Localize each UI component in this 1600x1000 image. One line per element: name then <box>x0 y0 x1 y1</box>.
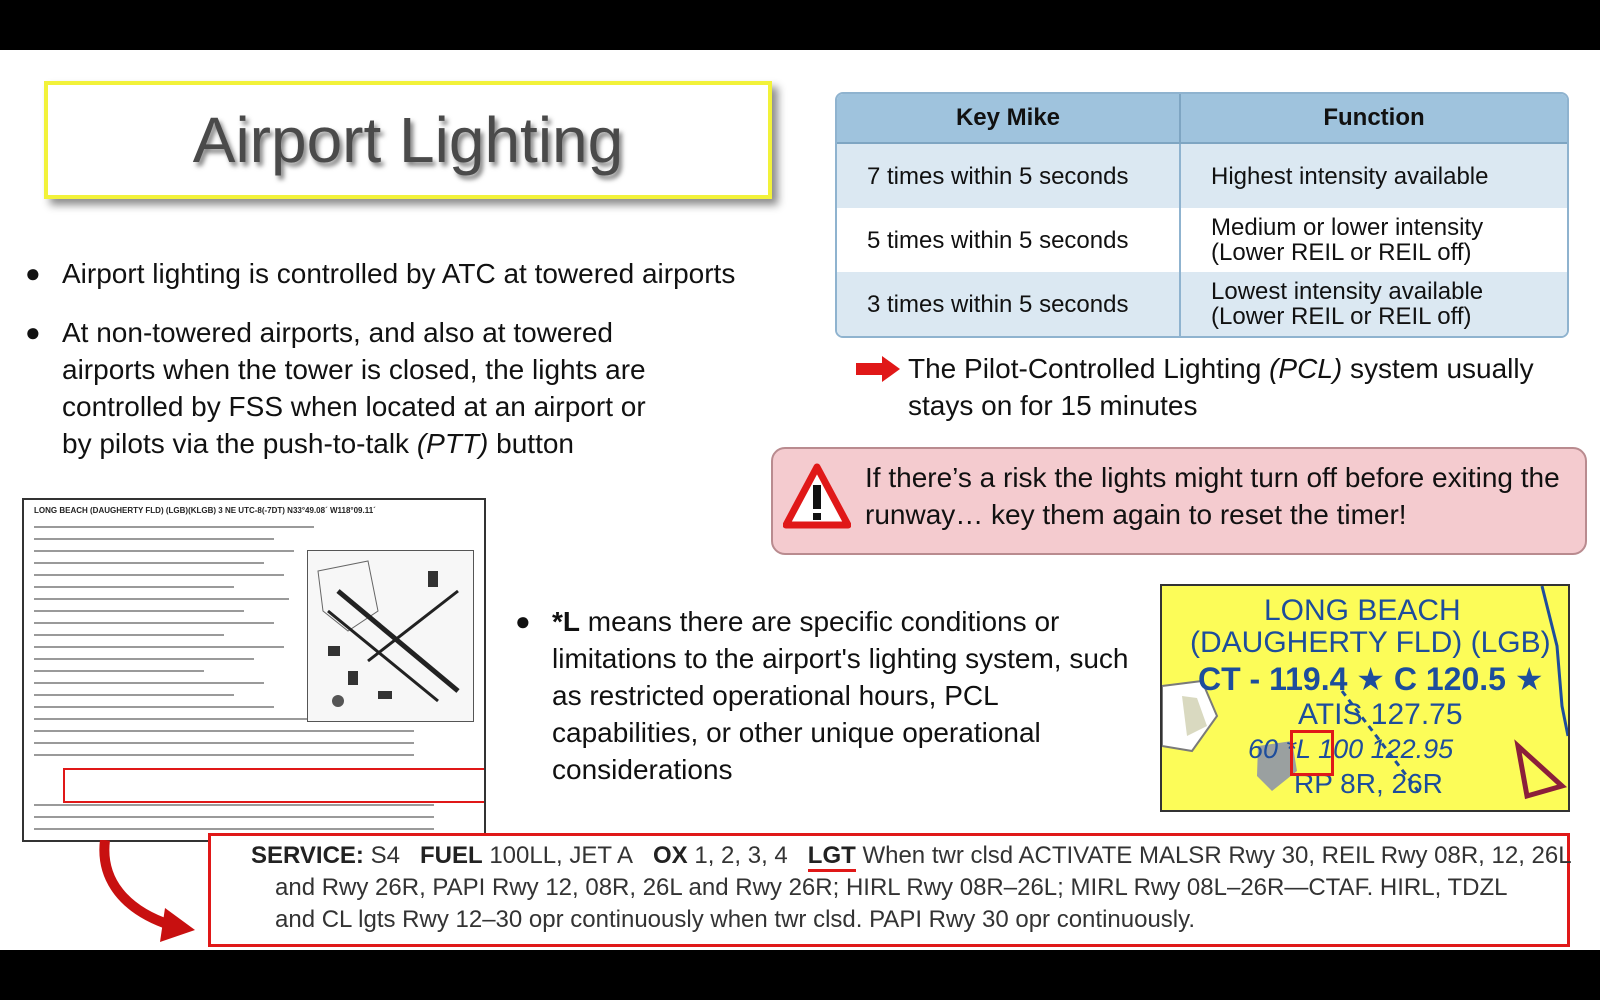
afd-text-line <box>34 574 284 576</box>
afd-service-highlight <box>63 768 486 803</box>
afd-text-line <box>34 598 289 600</box>
bullet-item <box>20 314 820 462</box>
afd-text-line <box>34 658 254 660</box>
l-note-bold: *L <box>552 606 580 637</box>
afd-text-line <box>34 706 274 708</box>
chart-label: RP 8R, 26R <box>1294 768 1443 799</box>
lgt-value: When twr clsd ACTIVATE MALSR Rwy 30, REIL Rwy 08R, 12, 26L <box>862 842 1572 869</box>
afd-text-line <box>34 682 264 684</box>
afd-text-line <box>34 622 274 624</box>
pcl-emph: (PCL) <box>1269 353 1343 384</box>
table-cell: 5 times within 5 seconds <box>837 208 1181 272</box>
table-cell <box>1181 272 1567 336</box>
cell-line: (Lower REIL or REIL off) <box>1211 239 1472 266</box>
afd-text-line <box>34 610 244 612</box>
table-cell: 7 times within 5 seconds <box>837 144 1181 208</box>
l-note-body: means there are specific conditions or limitations to the airport's lighting system, such as restricted operational hours, PCL capabilities, or other unique operational considerations <box>552 606 1129 785</box>
afd-header: LONG BEACH (DAUGHERTY FLD) (LGB)(KLGB) 3 NE UTC-8(-7DT) N33°49.08´ W118°09.11´ <box>34 506 376 515</box>
warning-triangle-icon <box>783 463 851 529</box>
table-row <box>837 144 1567 208</box>
afd-text-line <box>34 816 434 818</box>
l-symbol-highlight <box>1290 730 1334 776</box>
bullet-dot-icon: ● <box>515 606 531 636</box>
table-cell <box>1181 208 1567 272</box>
fuel-value: 100LL, JET A <box>489 842 633 869</box>
afd-text-line <box>34 634 224 636</box>
table-header: Function <box>1181 94 1567 144</box>
afd-text-line <box>34 526 314 528</box>
key-mike-table <box>835 92 1569 338</box>
airport-diagram-drawing <box>308 551 473 721</box>
fuel-label: FUEL <box>419 842 483 869</box>
table-cell: 3 times within 5 seconds <box>837 272 1181 336</box>
afd-text-line <box>34 562 264 564</box>
cell-line: (Lower REIL or REIL off) <box>1211 303 1472 330</box>
pcl-suffix: system usually stays on for 15 minutes <box>908 353 1534 421</box>
afd-text-line <box>34 586 234 588</box>
chart-supplement-excerpt <box>22 498 486 842</box>
table-row <box>837 208 1567 272</box>
bullet-dot-icon: ● <box>25 317 41 347</box>
chart-label: LONG BEACH <box>1264 594 1461 627</box>
bullet-dot-icon: ● <box>25 258 41 288</box>
bullet-list <box>20 255 820 484</box>
table-header: Key Mike <box>837 94 1181 144</box>
chart-label: CT - 119.4 ★ C 120.5 ★ <box>1198 661 1544 697</box>
page-title: Airport Lighting <box>192 104 624 176</box>
afd-text-line <box>34 538 274 540</box>
pcl-prefix: The Pilot-Controlled Lighting <box>908 353 1270 384</box>
l-note-bullet <box>512 603 1132 788</box>
afd-text-line <box>34 646 284 648</box>
bullet-text: At non-towered airports, and also at towered airports when the tower is closed, the lights are controlled by FSS when located at an airport or by pilots via the push-to-talk (PTT) button <box>62 317 646 459</box>
chart-label: ATIS 127.75 <box>1298 698 1463 731</box>
airport-diagram <box>307 550 474 722</box>
afd-text-line <box>34 754 414 756</box>
afd-text-line <box>34 804 434 806</box>
title-box <box>44 81 772 199</box>
table-row <box>837 272 1567 336</box>
curved-arrow-icon <box>95 840 200 950</box>
warning-text: If there’s a risk the lights might turn off before exiting the runway… key them again to reset the timer! <box>865 462 1560 530</box>
service-line: and CL lgts Rwy 12–30 opr continuously when twr clsd. PAPI Rwy 30 opr continuously. <box>275 906 1196 933</box>
pcl-text <box>908 350 1576 424</box>
bullet-item <box>20 255 820 292</box>
warning-callout <box>771 447 1587 555</box>
afd-text-line <box>34 742 414 744</box>
table-cell: Highest intensity available <box>1181 144 1567 208</box>
afd-text-line <box>34 670 204 672</box>
l-note-text <box>552 603 1132 788</box>
afd-text-line <box>34 550 294 552</box>
cell-line: Medium or lower intensity <box>1211 214 1484 241</box>
right-arrow-icon <box>856 356 900 382</box>
sectional-chart-excerpt <box>1160 584 1570 812</box>
ox-label: OX <box>653 842 688 869</box>
cell-line: Lowest intensity available <box>1211 278 1484 305</box>
service-remarks-box <box>208 833 1570 947</box>
service-label: SERVICE: <box>251 842 364 869</box>
afd-text-line <box>34 694 234 696</box>
ox-value: 1, 2, 3, 4 <box>694 842 788 869</box>
chart-label: 60 *L 100 122.95 <box>1248 734 1454 764</box>
service-remarks-text <box>251 840 1572 936</box>
afd-text-line <box>34 730 414 732</box>
pcl-note <box>856 350 1576 424</box>
chart-label: (DAUGHERTY FLD) (LGB) <box>1190 626 1551 659</box>
service-line: and Rwy 26R, PAPI Rwy 12, 08R, 26L and Rwy 26R; HIRL Rwy 08R–26L; MIRL Rwy 08L–26R—CTAF. HIRL, TDZL <box>275 874 1508 901</box>
service-line <box>251 840 1572 872</box>
bullet-text: Airport lighting is controlled by ATC at towered airports <box>62 258 736 289</box>
afd-text-line <box>34 828 434 830</box>
service-value: S4 <box>370 842 400 869</box>
slide <box>0 50 1600 950</box>
lgt-label: LGT <box>808 842 856 872</box>
